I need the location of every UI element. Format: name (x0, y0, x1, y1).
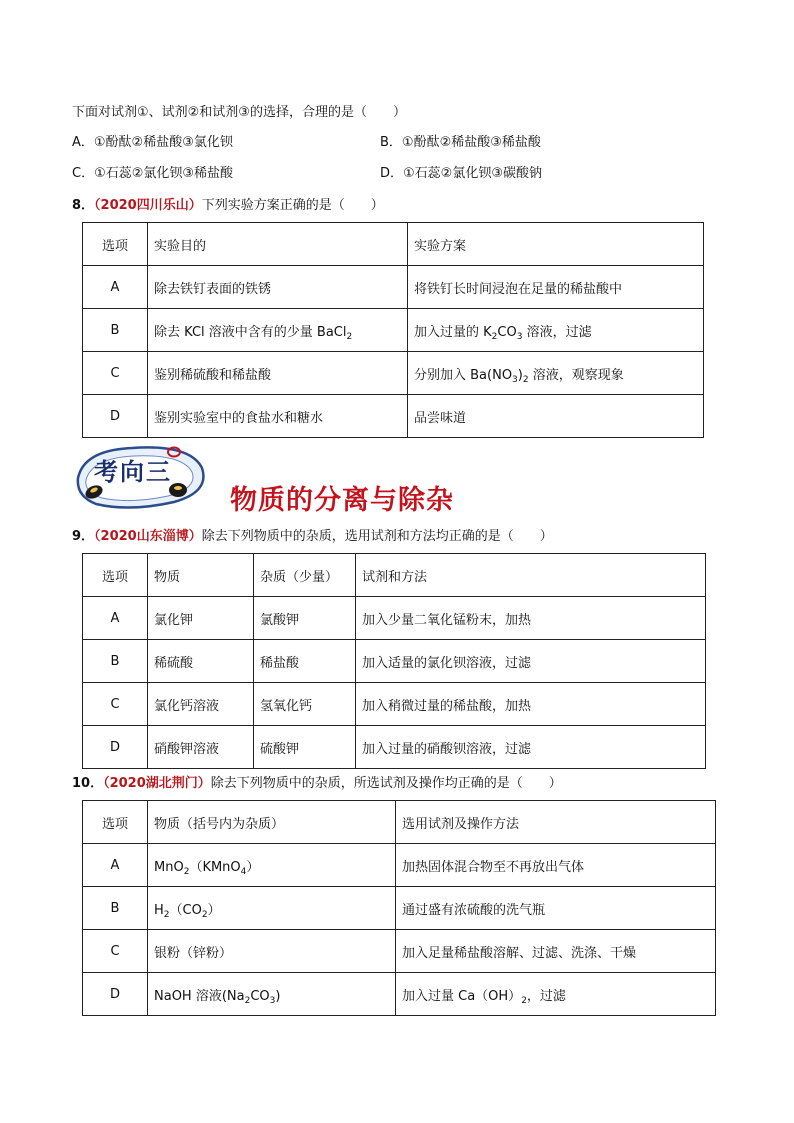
plan-cell: 加入过量的 $K_2CO_3$ 溶液，过滤 (408, 309, 704, 352)
substance-cell: 稀硫酸 (148, 640, 254, 683)
method-cell: 加入适量的氯化钡溶液，过滤 (356, 640, 706, 683)
plan-cell: 分别加入 $Ba(NO_3)_2$ 溶液，观察现象 (408, 352, 704, 395)
method-cell: 加入稍微过量的稀盐酸，加热 (356, 683, 706, 726)
option-label: B (83, 887, 148, 930)
table-row (83, 352, 704, 395)
impurity-cell: 稀盐酸 (254, 640, 356, 683)
q7-option-c: C．①石蕊②氯化钡③稀盐酸 (72, 166, 234, 181)
q7-option-b: B．①酚酞②稀盐酸③稀盐酸 (380, 135, 541, 150)
substance-cell: NaOH 溶液$(Na_2CO_3)$ (148, 973, 396, 1016)
option-label: A (83, 597, 148, 640)
option-label: C (83, 352, 148, 395)
table-row (83, 395, 704, 438)
table-header-cell: 选用试剂及操作方法 (396, 801, 716, 844)
method-cell: 加热固体混合物至不再放出气体 (396, 844, 716, 887)
method-cell: 通过盛有浓硫酸的洗气瓶 (396, 887, 716, 930)
table-header-cell: 选项 (83, 554, 148, 597)
q10-table (82, 800, 716, 1016)
q7-option-d: D．①石蕊②氯化钡③碳酸钠 (380, 166, 542, 181)
table-header-cell: 选项 (83, 223, 148, 266)
q7-option-a: A．①酚酞②稀盐酸③氯化钡 (72, 135, 233, 150)
table-header-row (83, 554, 706, 597)
table-row (83, 266, 704, 309)
q10-number: 10． (72, 776, 104, 791)
table-row (83, 683, 706, 726)
option-label: B (83, 640, 148, 683)
q8-source: （2020四川乐山） (94, 198, 202, 213)
option-label: B (83, 309, 148, 352)
q10-text: 除去下列物质中的杂质，所选试剂及操作均正确的是（ ） (210, 776, 562, 791)
table-row (83, 726, 706, 769)
method-cell: 加入过量的硝酸钡溶液，过滤 (356, 726, 706, 769)
purpose-cell: 除去铁钉表面的铁锈 (148, 266, 408, 309)
substance-cell: 氯化钾 (148, 597, 254, 640)
impurity-cell: 氢氧化钙 (254, 683, 356, 726)
table-header-cell: 物质 (148, 554, 254, 597)
substance-cell: 硝酸钾溶液 (148, 726, 254, 769)
q10-stem (72, 774, 562, 794)
substance-cell: MnO$_2$（KMnO$_4$） (148, 844, 396, 887)
table-row (83, 887, 716, 930)
table-header-cell: 选项 (83, 801, 148, 844)
option-label: A (83, 266, 148, 309)
q8-stem (72, 196, 384, 216)
option-label: C (83, 930, 148, 973)
table-row (83, 309, 704, 352)
q8-text: 下列实验方案正确的是（ ） (201, 198, 384, 213)
section-title: 物质的分离与除杂 (230, 485, 454, 516)
section-badge: 考向三 (94, 457, 172, 486)
q8-number: 8． (72, 198, 95, 213)
table-header-cell: 实验目的 (148, 223, 408, 266)
impurity-cell: 硫酸钾 (254, 726, 356, 769)
purpose-cell: 除去 KCl 溶液中含有的少量 BaCl$_2$ (148, 309, 408, 352)
q10-source: （2020湖北荆门） (103, 776, 211, 791)
option-label: D (83, 395, 148, 438)
substance-cell: $H_2(CO_2)$ (148, 887, 396, 930)
option-label: C (83, 683, 148, 726)
purpose-cell: 鉴别实验室中的食盐水和糖水 (148, 395, 408, 438)
plan-cell: 将铁钉长时间浸泡在足量的稀盐酸中 (408, 266, 704, 309)
option-label: D (83, 726, 148, 769)
impurity-cell: 氯酸钾 (254, 597, 356, 640)
table-row (83, 597, 706, 640)
table-header-cell: 实验方案 (408, 223, 704, 266)
substance-cell: 氯化钙溶液 (148, 683, 254, 726)
plan-cell: 品尝味道 (408, 395, 704, 438)
table-header-row (83, 223, 704, 266)
table-header-cell: 杂质（少量） (254, 554, 356, 597)
table-row (83, 844, 716, 887)
table-row (83, 640, 706, 683)
q9-source: （2020山东淄博） (94, 529, 202, 544)
q8-table (82, 222, 704, 438)
table-header-cell: 试剂和方法 (356, 554, 706, 597)
method-cell: 加入少量二氧化锰粉末，加热 (356, 597, 706, 640)
q9-number: 9． (72, 529, 95, 544)
table-header-cell: 物质（括号内为杂质） (148, 801, 396, 844)
q9-table (82, 553, 706, 769)
q7-stem: 下面对试剂①、试剂②和试剂③的选择，合理的是（ ） (72, 105, 406, 120)
table-header-row (83, 801, 716, 844)
table-row (83, 930, 716, 973)
q9-text: 除去下列物质中的杂质，选用试剂和方法均正确的是（ ） (201, 529, 553, 544)
substance-cell: 银粉（锌粉） (148, 930, 396, 973)
option-label: D (83, 973, 148, 1016)
purpose-cell: 鉴别稀硫酸和稀盐酸 (148, 352, 408, 395)
q9-stem (72, 527, 553, 547)
method-cell: 加入足量稀盐酸溶解、过滤、洗涤、干燥 (396, 930, 716, 973)
method-cell: 加入过量 $Ca(OH)_2$，过滤 (396, 973, 716, 1016)
option-label: A (83, 844, 148, 887)
table-row (83, 973, 716, 1016)
